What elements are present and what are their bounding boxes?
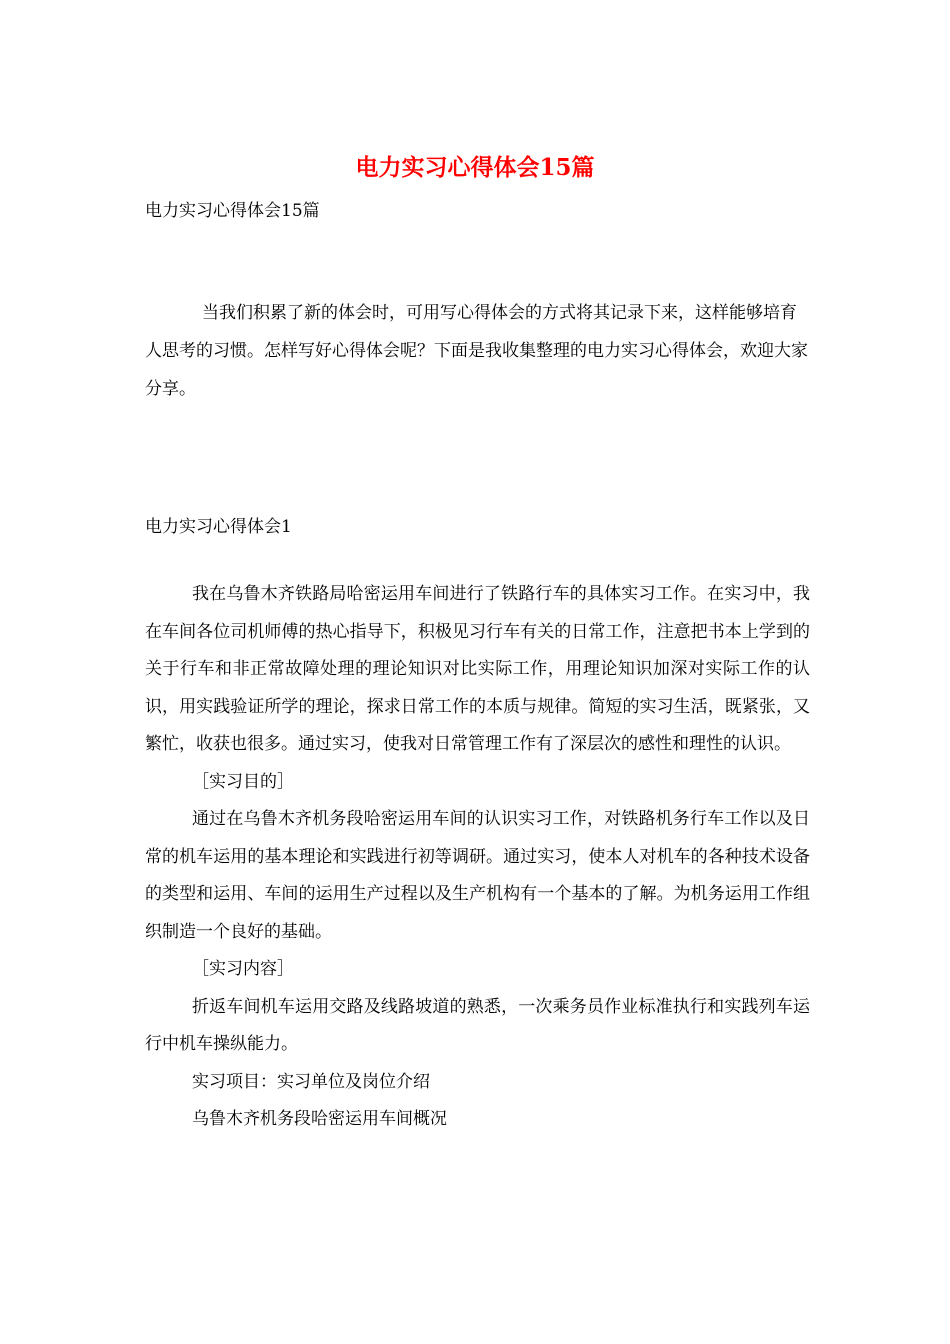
- intro-paragraph: 当我们积累了新的体会时，可用写心得体会的方式将其记录下来，这样能够培育人思考的习惯。怎样写好心得体会呢？下面是我收集整理的电力实习心得体会，欢迎大家分享。: [145, 303, 808, 399]
- paragraph-3: 通过在乌鲁木齐机务段哈密运用车间的认识实习工作，对铁路机务行车工作以及日常的机车运用的基本理论和实践进行初等调研。通过实习，使本人对机车的各种技术设备的类型和运用、车间的运用生产过程以及生产机构有一个基本的了解。为机务运用工作组织制造一个良好的基础。: [145, 809, 810, 942]
- paragraph-7: 乌鲁木齐机务段哈密运用车间概况: [192, 1109, 447, 1129]
- paragraph-4: ［实习内容］: [192, 959, 294, 979]
- section-body: [145, 576, 810, 1139]
- paragraph-1: 我在乌鲁木齐铁路局哈密运用车间进行了铁路行车的具体实习工作。在实习中，我在车间各位司机师傅的热心指导下，积极见习行车有关的日常工作，注意把书本上学到的关于行车和非正常故障处理的理论知识对比实际工作，用理论知识加深对实际工作的认识，用实践验证所学的理论，探求日常工作的本质与规律。简短的实习生活，既紧张，又繁忙，收获也很多。通过实习，使我对日常管理工作有了深层次的感性和理性的认识。: [145, 584, 810, 754]
- paragraph-6: 实习项目：实习单位及岗位介绍: [192, 1071, 430, 1092]
- section-heading: 电力实习心得体会1: [145, 517, 292, 537]
- paragraph-5: 折返车间机车运用交路及线路坡道的熟悉，一次乘务员作业标准执行和实践列车运行中机车操纵能力。: [145, 996, 810, 1054]
- document-subtitle: 电力实习心得体会15篇: [145, 201, 320, 221]
- document-title: 电力实习心得体会15篇: [355, 154, 595, 181]
- paragraph-2: ［实习目的］: [192, 771, 294, 792]
